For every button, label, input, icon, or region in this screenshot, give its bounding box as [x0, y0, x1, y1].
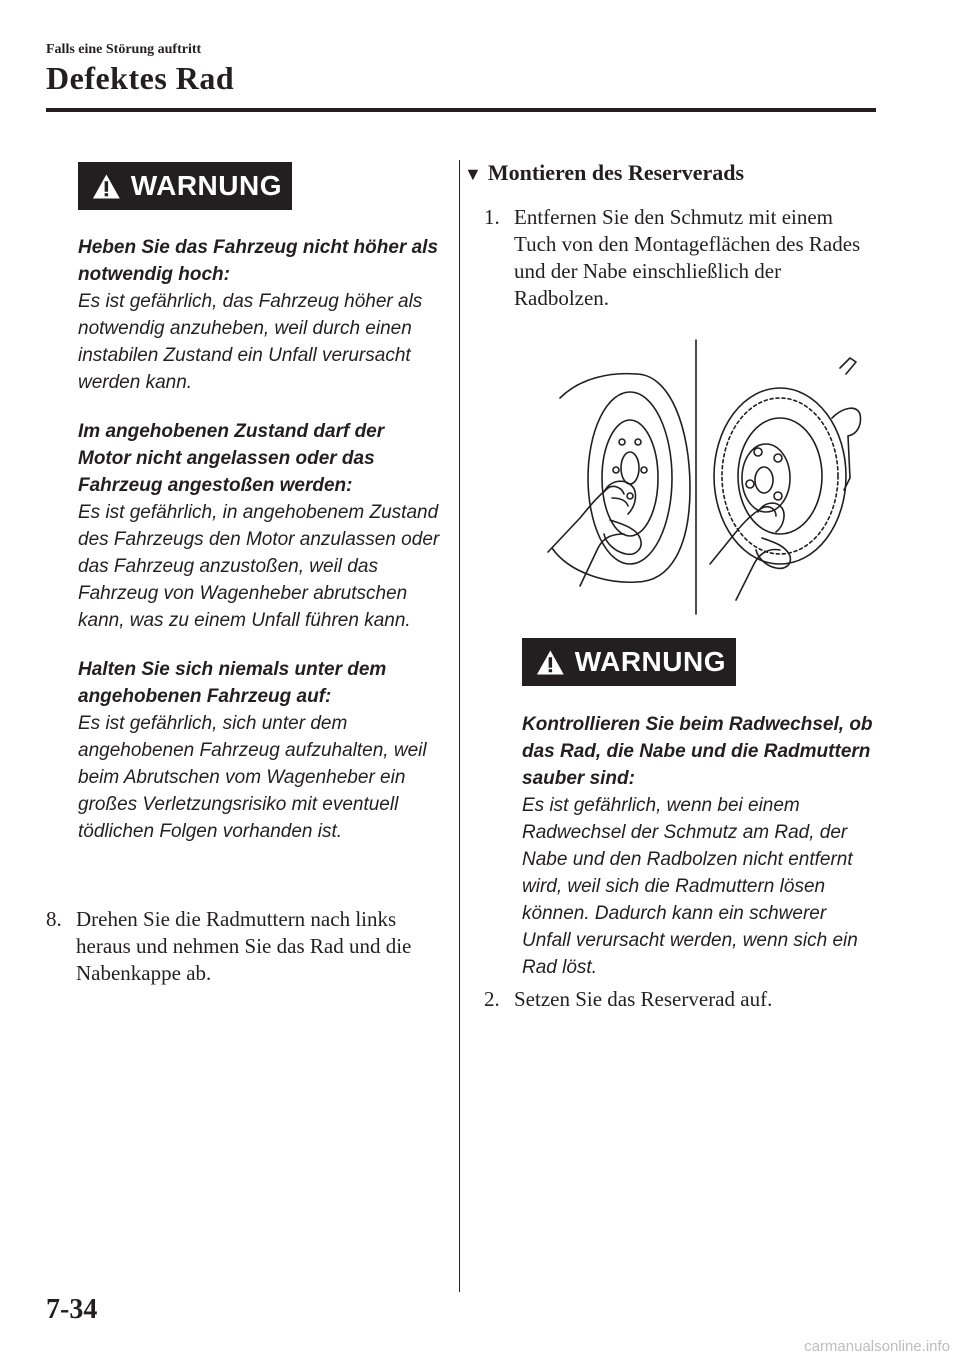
warning-label: WARNUNG	[574, 646, 726, 677]
header-rule	[46, 108, 876, 112]
page-number: 7-34	[46, 1294, 98, 1325]
step-number: 8.	[46, 907, 62, 931]
step-text: Entfernen Sie den Schmutz mit einem Tuch von den Montageflächen des Rades und der Nabe einschließlich der Radbolzen.	[514, 205, 861, 310]
step-2	[484, 986, 876, 1013]
warning-block	[78, 234, 440, 396]
warning-block	[78, 418, 440, 634]
warning-badge-left	[78, 162, 292, 210]
warning-icon	[92, 172, 121, 200]
warning-body: Es ist gefährlich, sich unter dem angehobenen Fahrzeug aufzuhalten, weil beim Abrutschen vom Wagenheber ein großes Verletzungsrisiko mit eventuell tödlichen Folgen vorhanden ist.	[78, 713, 427, 842]
step-1	[484, 204, 876, 312]
triangle-marker-icon: ▼	[464, 164, 482, 184]
subheading	[464, 160, 744, 186]
column-divider	[459, 160, 460, 1292]
warning-body: Es ist gefährlich, das Fahrzeug höher als notwendig anzuheben, weil durch einen instabilen Zustand ein Unfall verursacht werden kann.	[78, 291, 423, 393]
warning-block	[78, 656, 440, 845]
warning-heading: Kontrollieren Sie beim Radwechsel, ob das Rad, die Nabe und die Radmuttern sauber sind:	[522, 714, 873, 789]
warning-heading: Heben Sie das Fahrzeug nicht höher als notwendig hoch:	[78, 237, 439, 285]
step-text: Drehen Sie die Radmuttern nach links heraus und nehmen Sie das Rad und die Nabenkappe ab.	[76, 907, 412, 985]
warning-icon	[536, 648, 565, 676]
step-number: 2.	[484, 987, 500, 1011]
wheel-cleaning-illustration	[540, 338, 870, 618]
warning-badge-right	[522, 638, 736, 686]
warning-heading: Halten Sie sich niemals unter dem angehobenen Fahrzeug auf:	[78, 659, 387, 707]
warning-body: Es ist gefährlich, in angehobenem Zustand des Fahrzeugs den Motor anzulassen oder das Fahrzeug anzustoßen, weil das Fahrzeug von Wagenheber abrutschen kann, was zu einem Unfall führen kann.	[78, 502, 440, 631]
subheading-text: Montieren des Reserverads	[487, 160, 745, 185]
step-text: Setzen Sie das Reserverad auf.	[514, 987, 773, 1011]
section-label: Falls eine Störung auftritt	[46, 42, 202, 57]
warning-text-left	[78, 234, 440, 845]
warning-label: WARNUNG	[130, 170, 282, 201]
page-title: Defektes Rad	[46, 60, 235, 96]
warning-heading: Im angehobenen Zustand darf der Motor nicht angelassen oder das Fahrzeug angestoßen werden:	[78, 421, 385, 496]
step-number: 1.	[484, 205, 500, 229]
watermark: carmanualsonline.info	[804, 1338, 950, 1355]
step-8	[46, 906, 441, 987]
warning-body: Es ist gefährlich, wenn bei einem Radwechsel der Schmutz am Rad, der Nabe und den Radbolzen nicht entfernt wird, weil sich die Radmuttern lösen können. Dadurch kann ein schwerer Unfall verursacht werden, wenn sich ein Rad löst.	[522, 795, 858, 978]
warning-text-right	[522, 711, 880, 981]
